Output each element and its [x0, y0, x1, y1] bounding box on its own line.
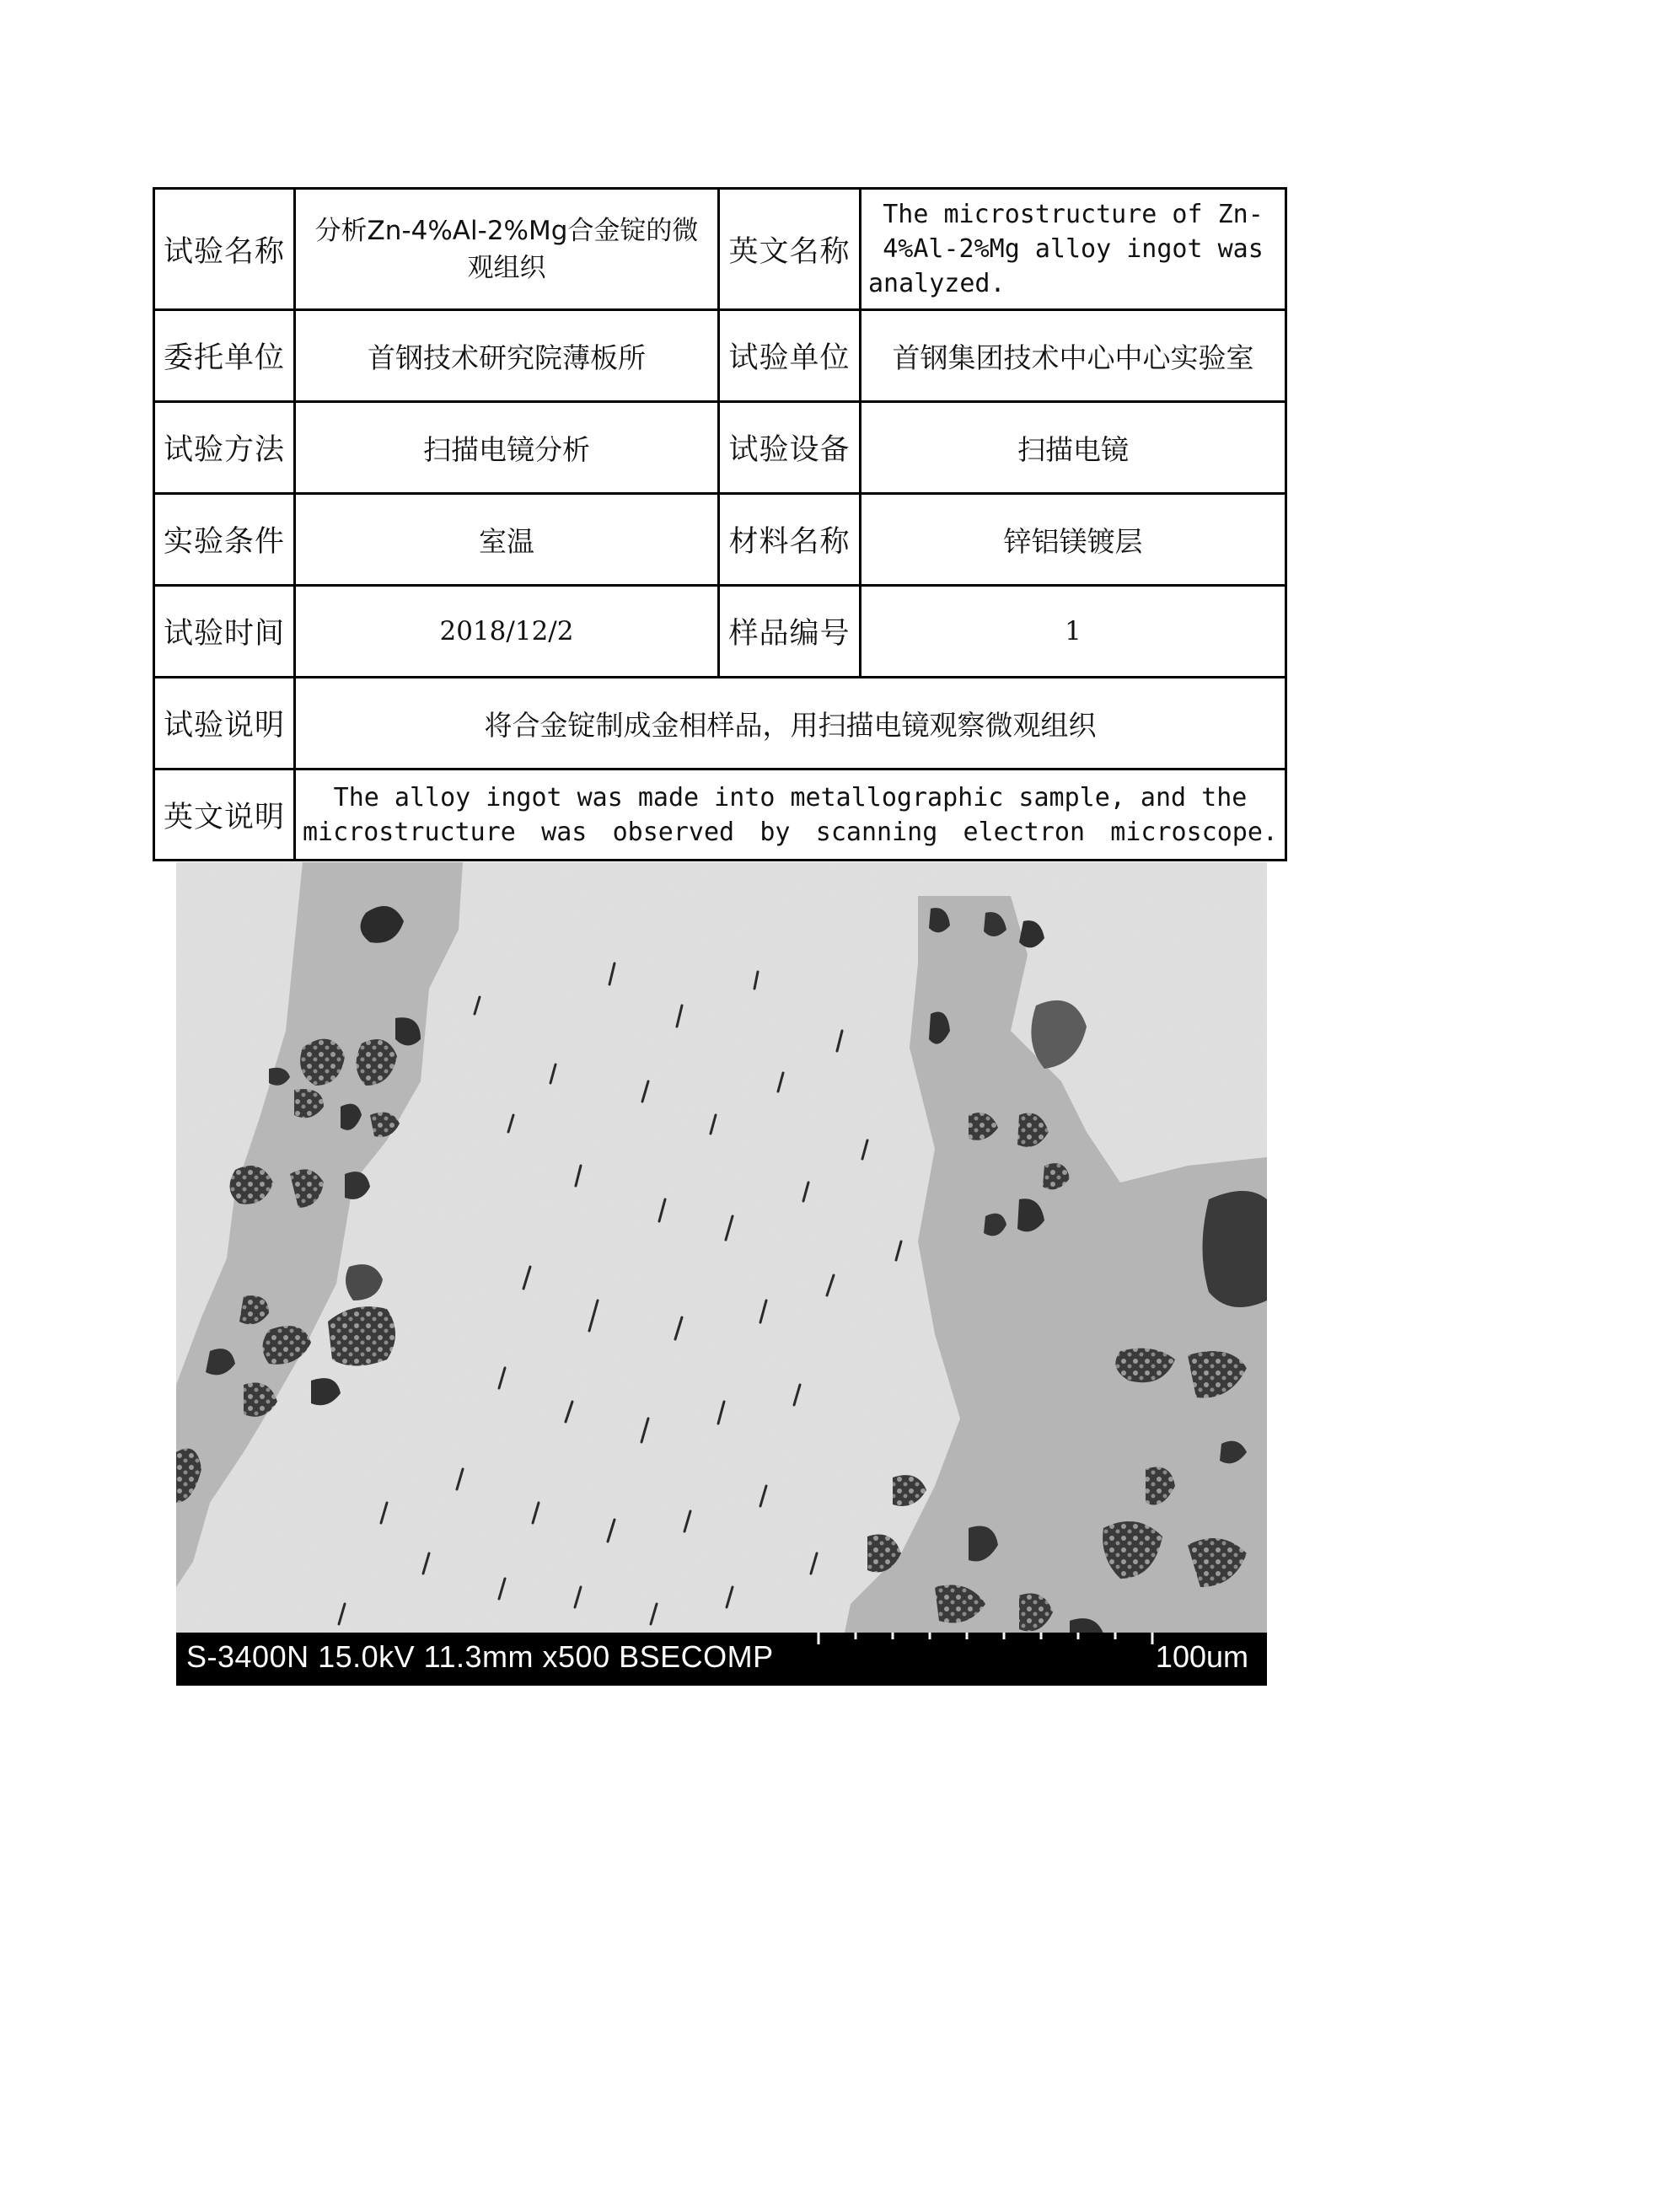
info-table — [153, 187, 1287, 861]
sample-value: 1 — [861, 586, 1286, 678]
method-value: 扫描电镜分析 — [295, 402, 719, 494]
lab-value: 首钢集团技术中心中心实验室 — [861, 310, 1286, 402]
client-label: 委托单位 — [154, 310, 295, 402]
material-label: 材料名称 — [719, 494, 861, 586]
sem-micrograph — [176, 862, 1267, 1686]
english-name-label: 英文名称 — [719, 189, 861, 310]
sem-parameters: S-3400N 15.0kV 11.3mm x500 BSECOMP — [186, 1639, 774, 1674]
lab-label: 试验单位 — [719, 310, 861, 402]
test-name-value: 分析Zn-4%Al-2%Mg合金锭的微观组织 — [295, 189, 719, 310]
table-row — [154, 189, 1286, 310]
condition-value: 室温 — [295, 494, 719, 586]
table-row — [154, 678, 1286, 770]
material-value: 锌铝镁镀层 — [861, 494, 1286, 586]
sem-info-bar — [176, 1633, 1267, 1686]
equipment-label: 试验设备 — [719, 402, 861, 494]
table-row — [154, 770, 1286, 861]
table-row — [154, 494, 1286, 586]
english-name-value: The microstructure of Zn-4%Al-2%Mg alloy ingot was analyzed. — [861, 189, 1286, 310]
test-name-label: 试验名称 — [154, 189, 295, 310]
sem-micrograph-image — [176, 862, 1267, 1686]
description-label: 试验说明 — [154, 678, 295, 770]
table-row — [154, 402, 1286, 494]
method-label: 试验方法 — [154, 402, 295, 494]
date-label: 试验时间 — [154, 586, 295, 678]
date-value: 2018/12/2 — [295, 586, 719, 678]
condition-label: 实验条件 — [154, 494, 295, 586]
table-row — [154, 586, 1286, 678]
sample-label: 样品编号 — [719, 586, 861, 678]
client-value: 首钢技术研究院薄板所 — [295, 310, 719, 402]
english-description-label: 英文说明 — [154, 770, 295, 861]
scale-bar-label: 100um — [1155, 1639, 1248, 1674]
scale-bar-ticks — [817, 1633, 1154, 1644]
english-description-value: The alloy ingot was made into metallographic sample, and the microstructure was observed by scanning electron microscope. — [295, 770, 1286, 861]
equipment-value: 扫描电镜 — [861, 402, 1286, 494]
table-row — [154, 310, 1286, 402]
description-value: 将合金锭制成金相样品，用扫描电镜观察微观组织 — [295, 678, 1286, 770]
